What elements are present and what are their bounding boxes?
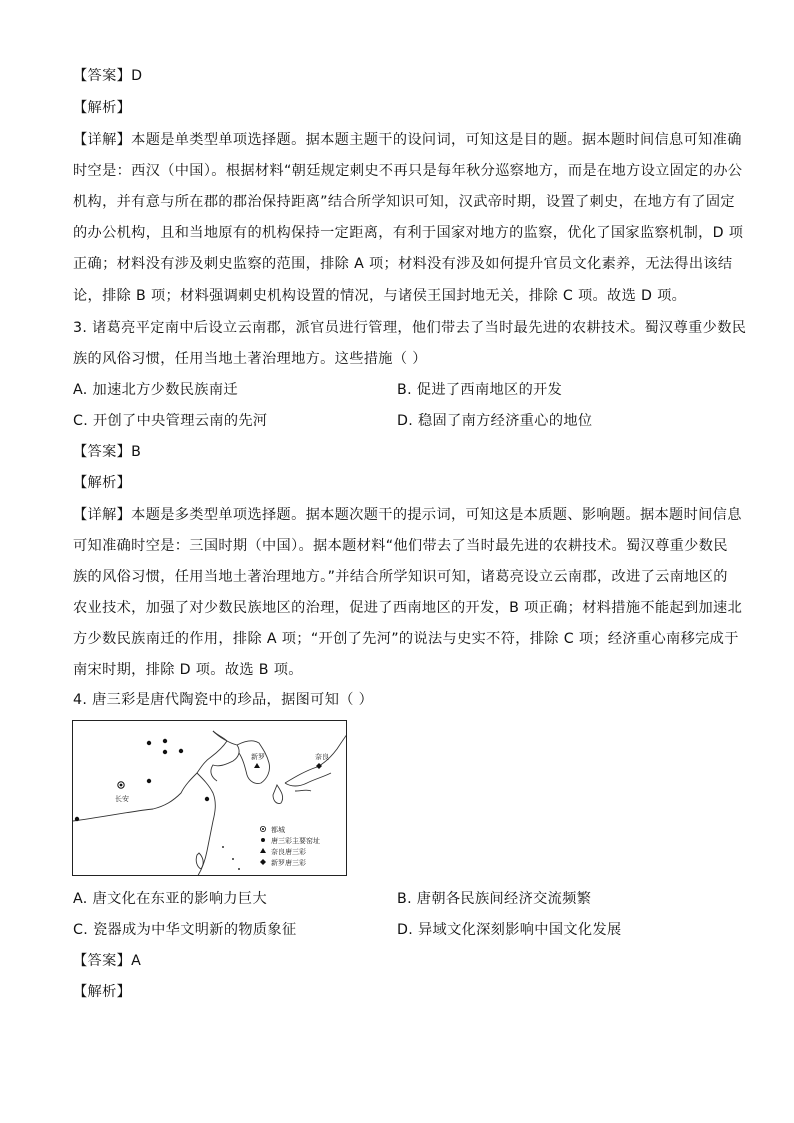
legend-capital: 都城 xyxy=(271,826,285,834)
q2-detail-line: 【详解】本题是单类型单项选择题。据本题主题干的设问词，可知这是目的题。据本题时间信息可知准确 xyxy=(73,132,742,148)
q3-option-b: B. 促进了西南地区的开发 xyxy=(397,382,563,398)
island-dot xyxy=(238,868,240,870)
island-dot xyxy=(222,846,224,848)
coastline-korea xyxy=(237,741,270,784)
q2-detail-line: 正确；材料没有涉及刺史监察的范围，排除 A 项；材料没有涉及如何提升官员文化素养，无法得出该结 xyxy=(73,256,733,272)
nara-sancai-icon xyxy=(316,763,322,769)
legend-capital-icon-center xyxy=(262,828,264,830)
legend-silla: 新罗唐三彩 xyxy=(271,859,306,867)
label-changan: 长安 xyxy=(115,795,129,803)
coastline-taiwan xyxy=(196,853,203,869)
legend-silla-icon xyxy=(260,859,266,865)
kiln-site-dot xyxy=(163,739,167,743)
legend-nara: 奈良唐三彩 xyxy=(271,848,306,856)
q3-option-d: D. 稳固了南方经济重心的地位 xyxy=(397,413,593,429)
legend-nara-icon xyxy=(260,848,266,853)
q2-detail-line: 论，排除 B 项；材料强调刺史机构设置的情况，与诸侯王国封地无关，排除 C 项。故选 D 项。 xyxy=(73,288,687,304)
q4-option-a: A. 唐文化在东亚的影响力巨大 xyxy=(73,891,267,907)
q3-analysis-title: 【解析】 xyxy=(73,475,132,491)
q3-detail-line: 南宋时期，排除 D 项。故选 B 项。 xyxy=(73,662,303,678)
q3-stem-line: 3. 诸葛亮平定南中后设立云南郡，派官员进行管理，他们带去了当时最先进的农耕技术。蜀汉尊重少数民 xyxy=(73,320,747,336)
map-figure xyxy=(73,721,347,876)
q2-detail-line: 机构，并有意与所在郡的郡治保持距离”结合所学知识可知，汉武帝时期，设置了刺史，在地方有了固定 xyxy=(73,194,735,210)
coastline-bohai xyxy=(211,731,239,781)
q3-detail-line: 族的风俗习惯，任用当地土著治理地方。”并结合所学知识可知，诸葛亮设立云南郡，改进了云南地区的 xyxy=(73,569,728,585)
tang-sancai-map xyxy=(72,720,347,876)
q2-detail-line: 的办公机构，且和当地原有的机构保持一定距离，有利于国家对地方的监察，优化了国家监察机制，D 项 xyxy=(73,225,744,241)
kiln-site-dot xyxy=(163,750,167,754)
q4-option-c: C. 瓷器成为中华文明新的物质象征 xyxy=(73,922,297,938)
coastline-kyushu xyxy=(273,785,283,804)
label-silla: 新罗 xyxy=(251,753,265,761)
kiln-site-dot xyxy=(179,749,183,753)
kiln-site-dot xyxy=(75,817,79,821)
silla-sancai-icon xyxy=(254,763,260,768)
kiln-site-dot xyxy=(147,779,151,783)
q2-analysis-title: 【解析】 xyxy=(73,100,132,116)
kiln-site-dot xyxy=(205,797,209,801)
coastline-china-east xyxy=(197,773,215,876)
island-dot xyxy=(232,858,234,860)
q3-detail-line: 农业技术，加强了对少数民族地区的治理，促进了西南地区的开发，B 项正确；材料措施不能起到加速北 xyxy=(73,600,743,616)
q4-answer: 【答案】A xyxy=(73,953,142,969)
q3-stem-line: 族的风俗习惯，任用当地土著治理地方。这些措施（ ） xyxy=(73,351,427,367)
q4-option-b: B. 唐朝各民族间经济交流频繁 xyxy=(397,891,592,907)
q2-detail-line: 时空是：西汉（中国）。根据材料“朝廷规定刺史不再只是每年秋分巡察地方，而是在地方设立固定的办公 xyxy=(73,163,743,179)
legend-kiln-icon xyxy=(261,838,265,842)
q3-option-c: C. 开创了中央管理云南的先河 xyxy=(73,413,268,429)
q4-option-d: D. 异域文化深刻影响中国文化发展 xyxy=(397,922,622,938)
q3-option-a: A. 加速北方少数民族南迁 xyxy=(73,382,238,398)
coastline-shikoku xyxy=(295,790,311,791)
kiln-site-dot xyxy=(147,741,151,745)
coastline-japan-south xyxy=(285,773,331,786)
q3-answer: 【答案】B xyxy=(73,444,142,460)
q3-detail-line: 【详解】本题是多类型单项选择题。据本题次题干的提示词，可知这是本质题、影响题。据本题时间信息 xyxy=(73,507,742,523)
q4-stem: 4. 唐三彩是唐代陶瓷中的珍品，据图可知（ ） xyxy=(73,692,374,708)
q2-answer: 【答案】D xyxy=(73,68,143,84)
legend-kiln: 唐三彩主要窑址 xyxy=(271,837,320,845)
capital-icon-center xyxy=(120,784,123,787)
map-legend xyxy=(260,825,320,867)
label-nara: 奈良 xyxy=(315,753,329,761)
q4-analysis-title: 【解析】 xyxy=(73,984,132,1000)
q3-detail-line: 可知准确时空是：三国时期（中国）。据本题材料“他们带去了当时最先进的农耕技术。蜀汉尊重少数民 xyxy=(73,538,728,554)
q3-detail-line: 方少数民族南迁的作用，排除 A 项；“开创了先河”的说法与史实不符，排除 C 项；经济重心南移完成于 xyxy=(73,631,739,647)
